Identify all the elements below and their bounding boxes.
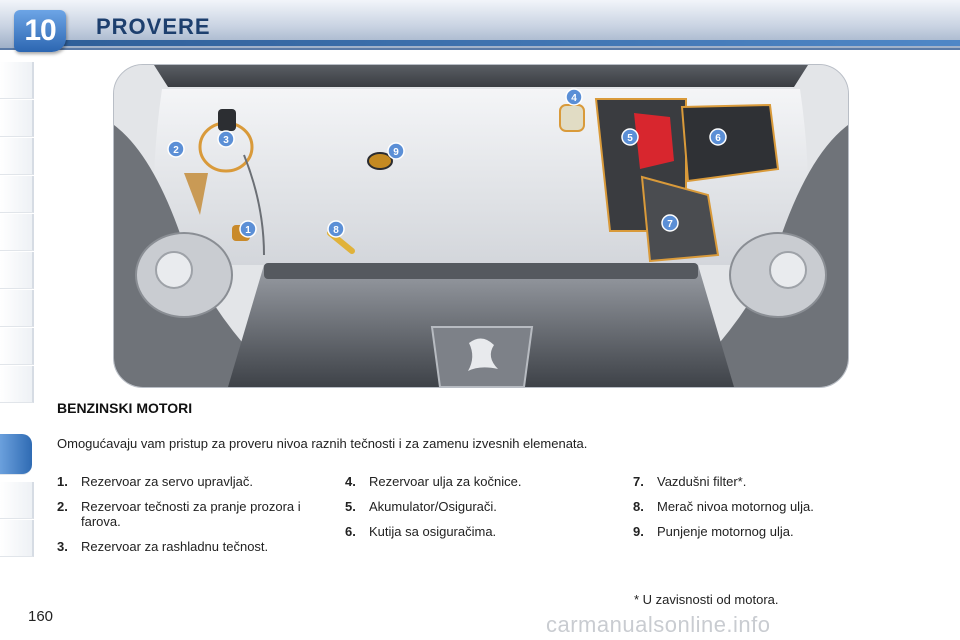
legend-item <box>633 474 908 489</box>
callout-5-label: 5 <box>627 133 633 144</box>
engine-bay-illustration <box>114 65 848 387</box>
page-number: 160 <box>28 608 54 625</box>
battery-cover <box>634 113 674 169</box>
callout-4 <box>566 89 582 105</box>
legend-text: Merač nivoa motornog ulja. <box>657 499 814 514</box>
callout-5 <box>622 129 638 145</box>
intro-text: Omogućavaju vam pristup za proveru nivoa raznih tečnosti i za zamenu izvesnih elemenata. <box>57 436 588 451</box>
chapter-tab[interactable] <box>0 482 34 519</box>
chapter-tab[interactable] <box>0 520 34 557</box>
chapter-tab[interactable] <box>0 214 34 251</box>
legend-text: Rezervoar tečnosti za pranje prozora i farova. <box>81 499 301 529</box>
legend-number: 1. <box>57 474 68 489</box>
legend-item <box>57 499 332 529</box>
chapter-tab[interactable] <box>0 252 34 289</box>
legend-column-2 <box>345 474 620 549</box>
chapter-tab[interactable] <box>0 138 34 175</box>
callout-1 <box>240 221 256 237</box>
legend-text: Punjenje motornog ulja. <box>657 524 794 539</box>
callout-6-label: 6 <box>715 133 721 144</box>
legend-column-1 <box>57 474 332 564</box>
callout-8-label: 8 <box>333 225 339 236</box>
radiator-crossmember <box>264 263 698 279</box>
legend-number: 2. <box>57 499 68 514</box>
legend-item <box>633 524 908 539</box>
fuse-box <box>682 105 778 181</box>
footnote: * U zavisnosti od motora. <box>634 592 779 607</box>
legend-text: Kutija sa osiguračima. <box>369 524 497 539</box>
chapter-tab[interactable] <box>0 62 34 99</box>
legend-item <box>345 499 620 514</box>
coolant-cap <box>218 109 236 131</box>
brake-fluid-reservoir <box>560 105 584 131</box>
legend-text: Rezervoar za rashladnu tečnost. <box>81 539 269 554</box>
legend-text: Rezervoar za servo upravljač. <box>81 474 253 489</box>
chapter-tab[interactable] <box>0 328 34 365</box>
watermark: carmanualsonline.info <box>546 612 771 637</box>
section-heading: BENZINSKI MOTORI <box>57 400 193 416</box>
callout-2-label: 2 <box>173 145 179 156</box>
legend-number: 4. <box>345 474 356 489</box>
chapter-badge: 10 <box>14 10 66 52</box>
callout-2 <box>168 141 184 157</box>
legend-number: 7. <box>633 474 644 489</box>
chapter-tab[interactable] <box>0 366 34 403</box>
legend-item <box>57 539 332 554</box>
legend-number: 5. <box>345 499 356 514</box>
header-stripe <box>60 40 960 46</box>
legend-number: 9. <box>633 524 644 539</box>
legend-item <box>345 524 620 539</box>
chapter-tab[interactable] <box>0 176 34 213</box>
legend-number: 8. <box>633 499 644 514</box>
callout-3 <box>218 131 234 147</box>
callout-6 <box>710 129 726 145</box>
callout-3-label: 3 <box>223 135 229 146</box>
callout-8 <box>328 221 344 237</box>
left-headlight-lens <box>156 252 192 288</box>
section-title: PROVERE <box>96 14 211 39</box>
legend-text: Akumulator/Osigurači. <box>369 499 497 514</box>
callout-1-label: 1 <box>245 225 251 236</box>
callout-9-label: 9 <box>393 147 399 158</box>
right-headlight-lens <box>770 252 806 288</box>
legend-number: 3. <box>57 539 68 554</box>
chapter-tab[interactable] <box>0 290 34 327</box>
legend-item <box>345 474 620 489</box>
callout-7 <box>662 215 678 231</box>
chapter-tabs <box>0 62 34 574</box>
raised-bonnet <box>154 65 808 87</box>
legend-text: Vazdušni filter*. <box>657 474 747 489</box>
legend-item <box>633 499 908 514</box>
legend-item <box>57 474 332 489</box>
callout-9 <box>388 143 404 159</box>
chapter-tab-active[interactable] <box>0 434 32 475</box>
oil-filler-cap <box>368 153 392 169</box>
engine-bay-figure <box>113 64 849 388</box>
callout-4-label: 4 <box>571 93 577 104</box>
legend-number: 6. <box>345 524 356 539</box>
chapter-tab[interactable] <box>0 100 34 137</box>
legend-text: Rezervoar ulja za kočnice. <box>369 474 522 489</box>
callout-7-label: 7 <box>667 219 673 230</box>
legend-column-3 <box>633 474 908 549</box>
